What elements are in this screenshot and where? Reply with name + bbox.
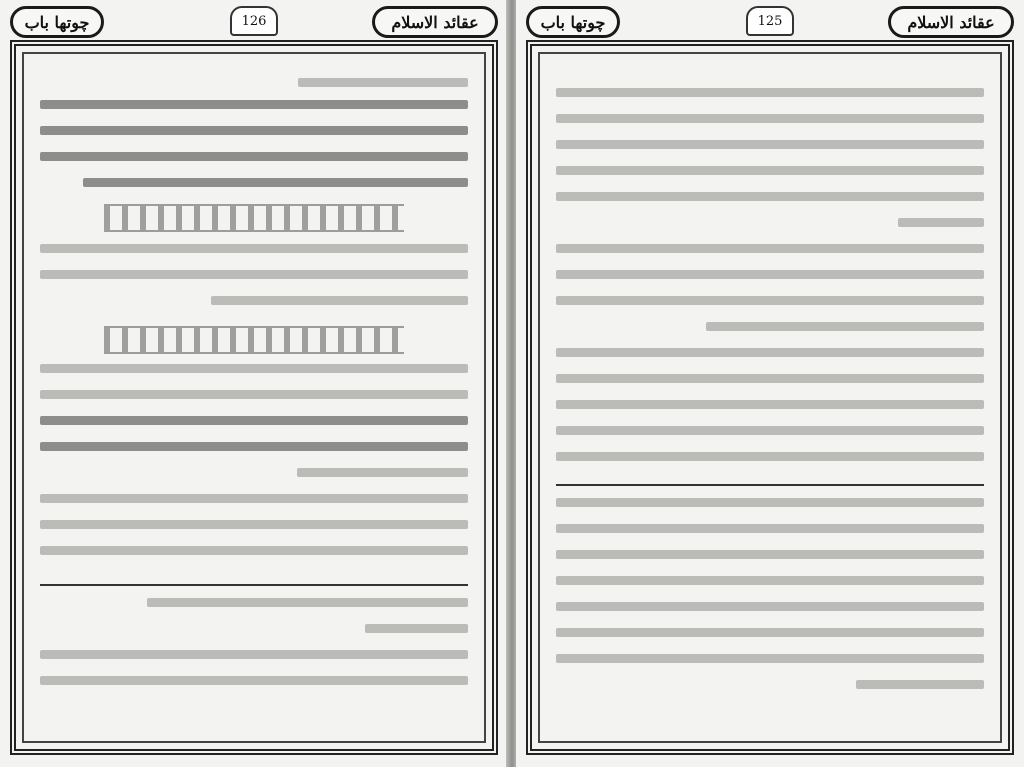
right-page <box>516 0 1024 767</box>
page-header <box>10 6 498 36</box>
book-title: عقائد الاسلام <box>372 6 498 38</box>
chapter-label: چوتھا باب <box>10 6 104 38</box>
left-page <box>0 0 508 767</box>
page-body-placeholder <box>556 64 984 731</box>
book-title: عقائد الاسلام <box>888 6 1014 38</box>
page-body-placeholder <box>40 64 468 731</box>
page-number: 126 <box>230 6 278 36</box>
page-number: 125 <box>746 6 794 36</box>
chapter-label: چوتھا باب <box>526 6 620 38</box>
page-header <box>526 6 1014 36</box>
